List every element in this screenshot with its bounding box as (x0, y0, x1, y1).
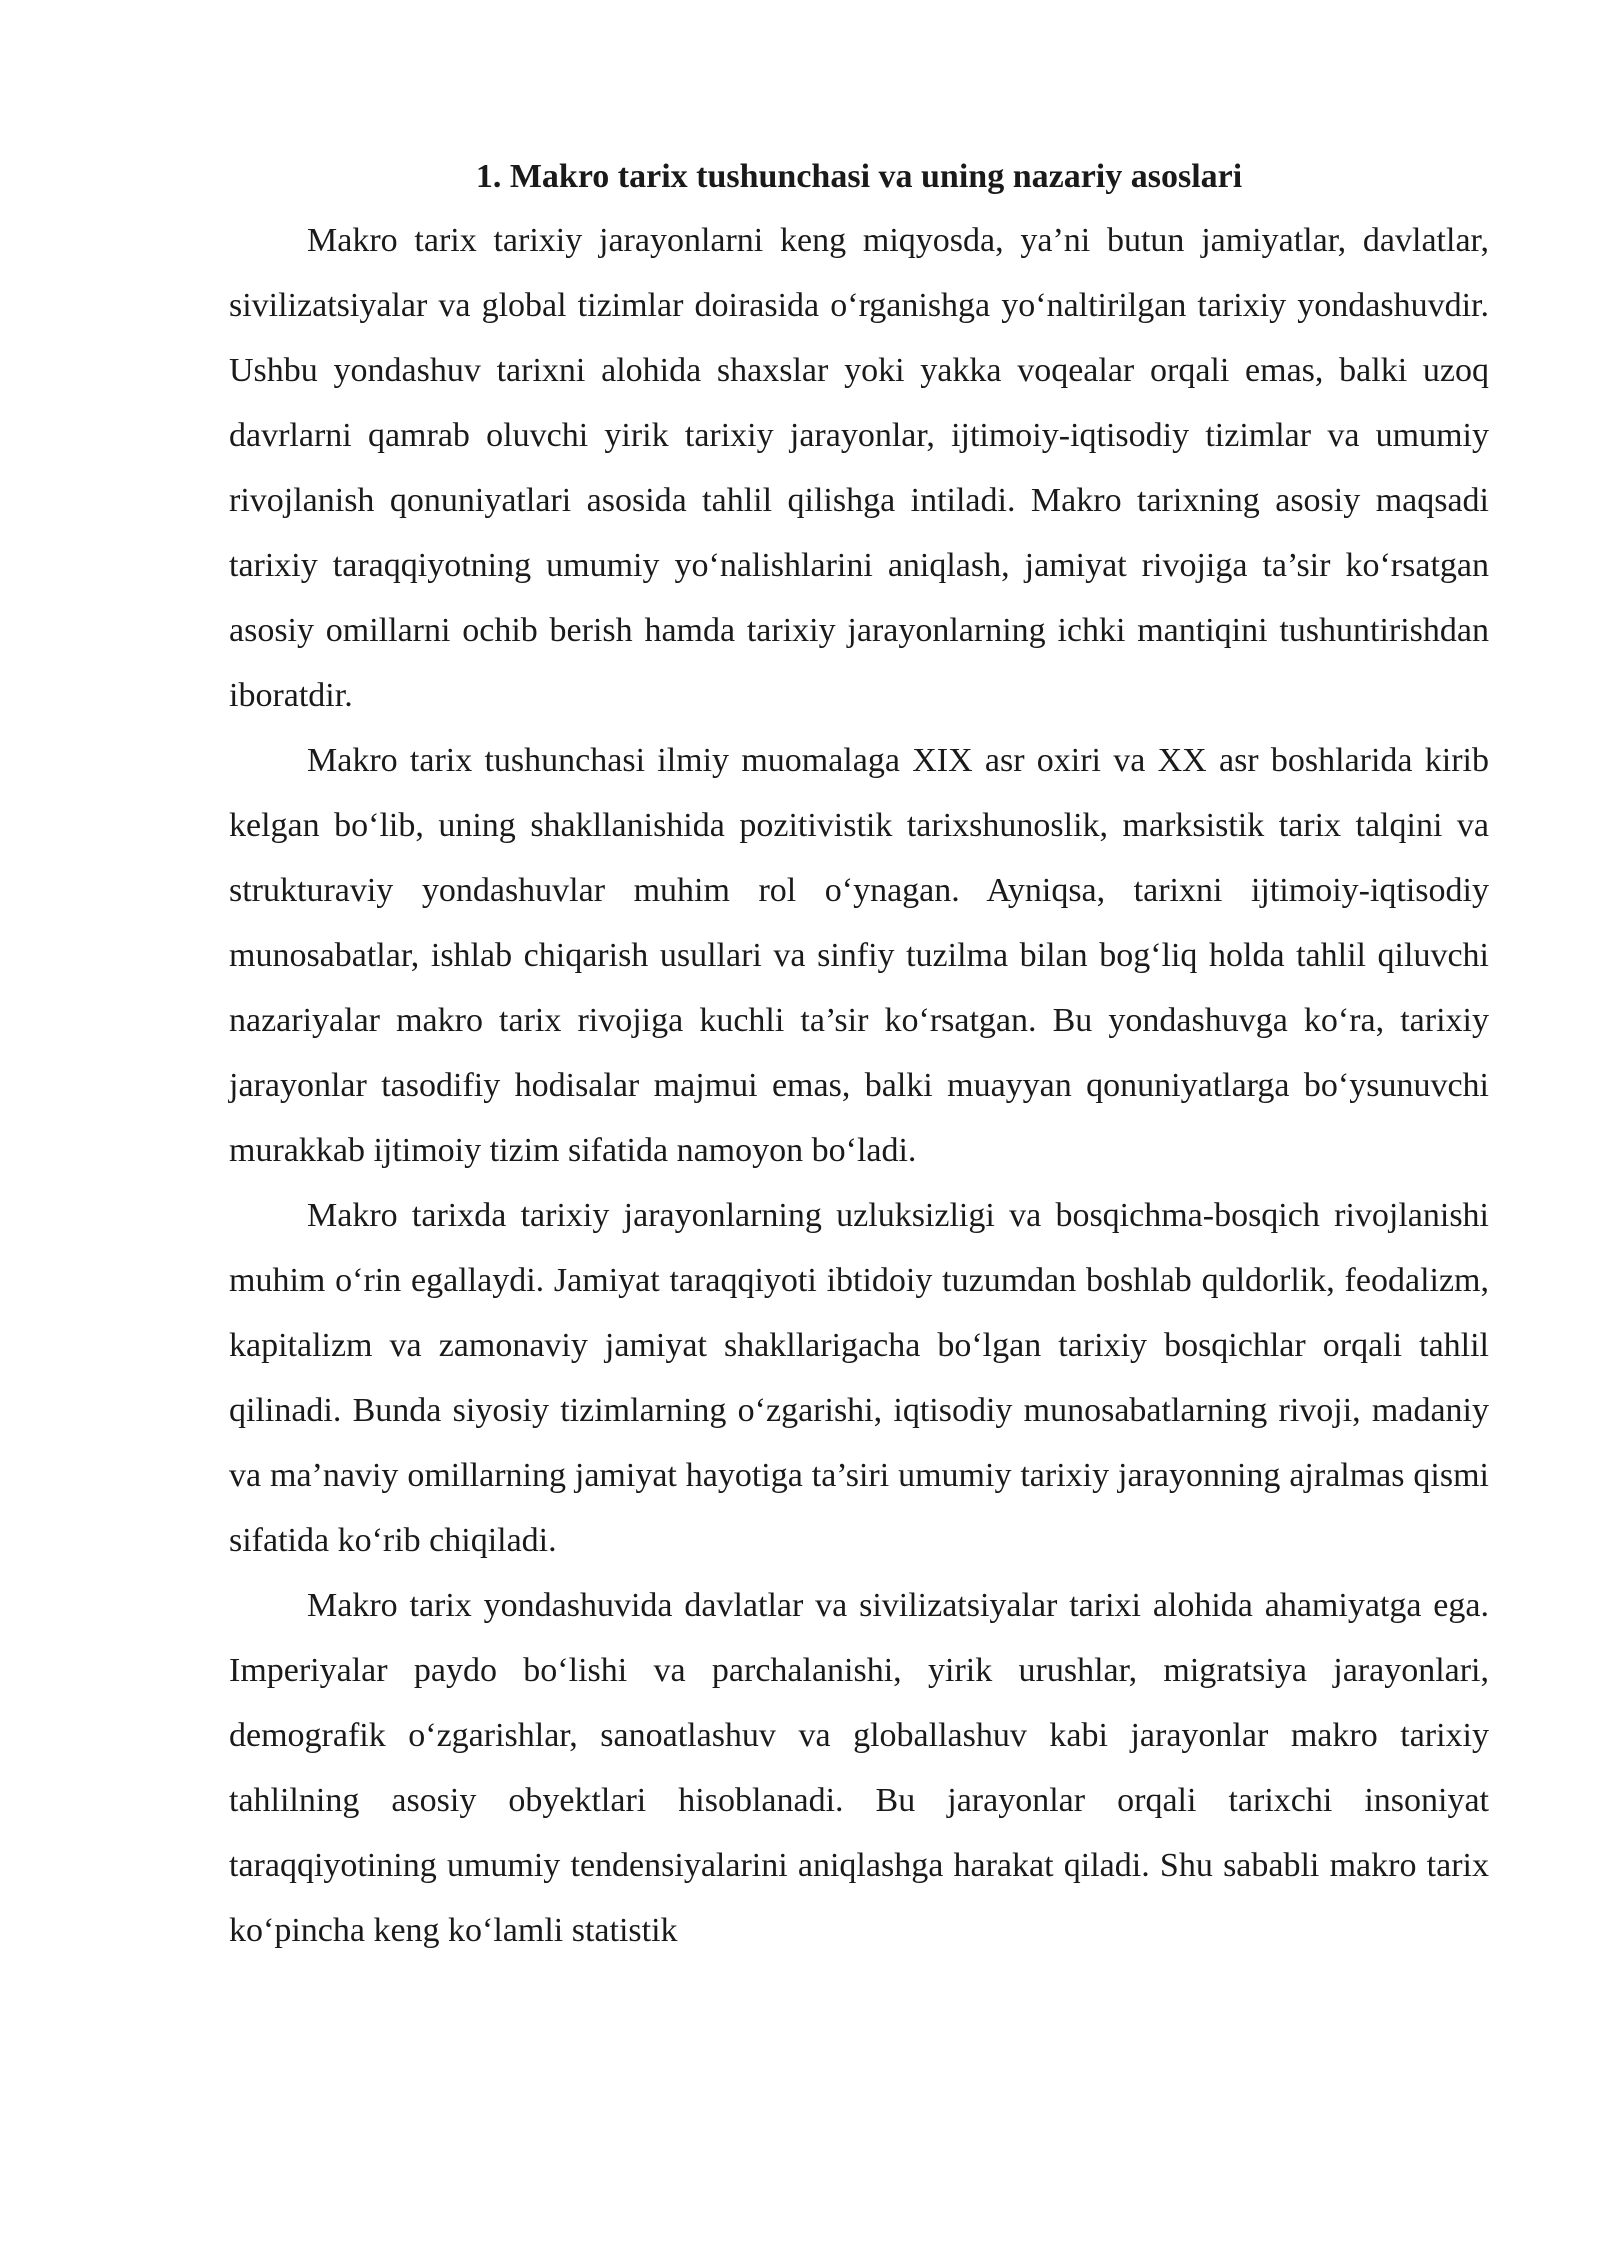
paragraph-3: Makro tarixda tarixiy jarayonlarning uzluksizligi va bosqichma-bosqich rivojlanishi muhim o‘rin egallaydi. Jamiyat taraqqiyoti ibtidoiy tuzumdan boshlab quldorlik, feodalizm, kapitalizm va zamonaviy jamiyat shakllarigacha bo‘lgan tarixiy bosqichlar orqali tahlil qilinadi. Bunda siyosiy tizimlarning o‘zgarishi, iqtisodiy munosabatlarning rivoji, madaniy va ma’naviy omillarning jamiyat hayotiga ta’siri umumiy tarixiy jarayonning ajralmas qismi sifatida ko‘rib chiqiladi. (229, 1197, 1489, 1559)
document-page (229, 146, 1489, 1963)
paragraph-2: Makro tarix tushunchasi ilmiy muomalaga XIX asr oxiri va XX asr boshlarida kirib kelgan bo‘lib, uning shakllanishida pozitivistik tarixshunoslik, marksistik tarix talqini va strukturaviy yondashuvlar muhim rol o‘ynagan. Ayniqsa, tarixni ijtimoiy-iqtisodiy munosabatlar, ishlab chiqarish usullari va sinfiy tuzilma bilan bog‘liq holda tahlil qiluvchi nazariyalar makro tarix rivojiga kuchli ta’sir ko‘rsatgan. Bu yondashuvga ko‘ra, tarixiy jarayonlar tasodifiy hodisalar majmui emas, balki muayyan qonuniyatlarga bo‘ysunuvchi murakkab ijtimoiy tizim sifatida namoyon bo‘ladi. (229, 742, 1489, 1169)
paragraph-4: Makro tarix yondashuvida davlatlar va sivilizatsiyalar tarixi alohida ahamiyatga ega. Imperiyalar paydo bo‘lishi va parchalanishi, yirik urushlar, migratsiya jarayonlari, demografik o‘zgarishlar, sanoatlashuv va globallashuv kabi jarayonlar makro tarixiy tahlilning asosiy obyektlari hisoblanadi. Bu jarayonlar orqali tarixchi insoniyat taraqqiyotining umumiy tendensiyalarini aniqlashga harakat qiladi. Shu sababli makro tarix ko‘pincha keng ko‘lamli statistik (229, 1587, 1489, 1949)
paragraph-1: Makro tarix tarixiy jarayonlarni keng miqyosda, ya’ni butun jamiyatlar, davlatlar, sivilizatsiyalar va global tizimlar doirasida o‘rganishga yo‘naltirilgan tarixiy yondashuvdir. Ushbu yondashuv tarixni alohida shaxslar yoki yakka voqealar orqali emas, balki uzoq davrlarni qamrab oluvchi yirik tarixiy jarayonlar, ijtimoiy-iqtisodiy tizimlar va umumiy rivojlanish qonuniyatlari asosida tahlil qilishga intiladi. Makro tarixning asosiy maqsadi tarixiy taraqqiyotning umumiy yo‘nalishlarini aniqlash, jamiyat rivojiga ta’sir ko‘rsatgan asosiy omillarni ochib berish hamda tarixiy jarayonlarning ichki mantiqini tushuntirishdan iboratdir. (229, 222, 1489, 714)
section-heading: 1. Makro tarix tushunchasi va uning nazariy asoslari (475, 158, 1243, 195)
